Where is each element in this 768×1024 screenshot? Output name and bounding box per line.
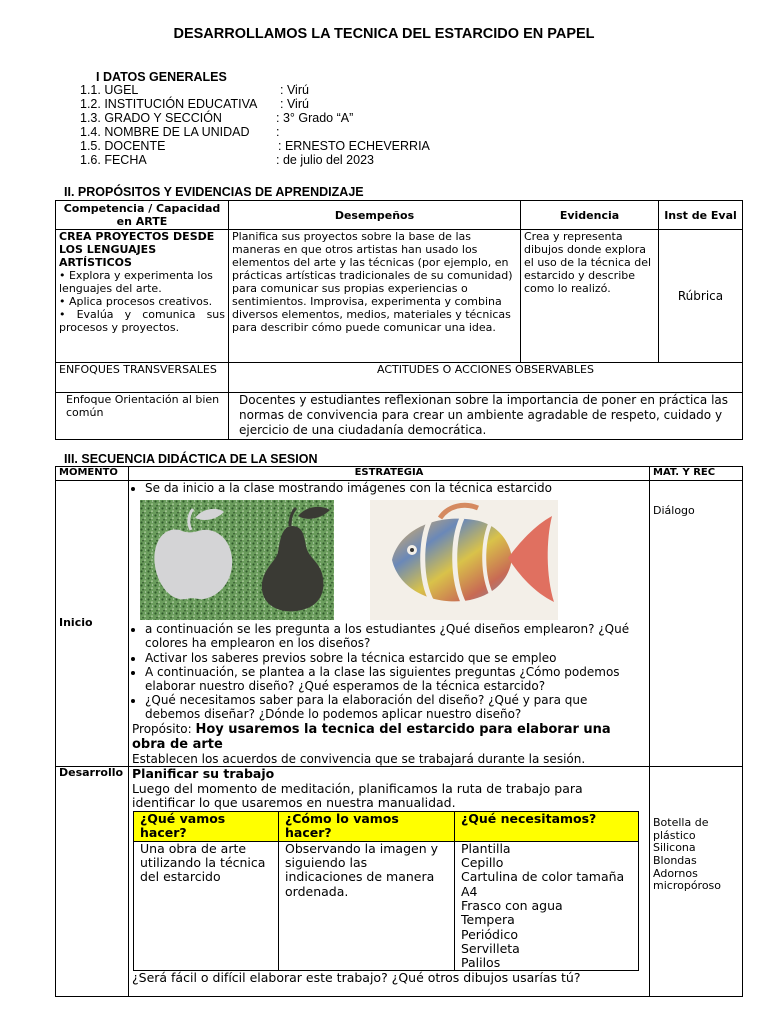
plan-header-what: ¿Qué vamos hacer? (134, 812, 279, 842)
general-row: 1.5. DOCENTE : ERNESTO ECHEVERRIA (80, 139, 430, 153)
list-item: • Activar los saberes previos sobre la técnica estarcido que se empleo (145, 651, 646, 665)
list-item: Tempera (461, 912, 515, 928)
attitude-cell: Docentes y estudiantes reflexionan sobre la importancia de poner en práctica las normas de convivencia para crear un ambiente agradable de respeto, cuidado y ejercicio de una ciudadanía democrática. (229, 393, 743, 440)
header-performance: Desempeños (229, 201, 521, 230)
sequence-heading: III. SECUENCIA DIDÁCTICA DE LA SESION (64, 452, 318, 466)
list-item: micropóroso (653, 879, 722, 893)
plan-header-how: ¿Cómo lo vamos hacer? (279, 812, 455, 842)
attitudes-label: ACTITUDES O ACCIONES OBSERVABLES (229, 363, 743, 393)
purposes-heading: II. PROPÓSITOS Y EVIDENCIAS DE APRENDIZAJE (64, 185, 364, 199)
inicio-resources: Diálogo (650, 481, 743, 767)
list-item: Blondas (653, 854, 697, 868)
inicio-strategy (129, 481, 650, 767)
competence-item: • Evalúa y comunica sus procesos y proyectos. (59, 308, 225, 334)
header-resources: MAT. Y REC (650, 467, 743, 481)
approach-cell: Enfoque Orientación al bien común (56, 393, 229, 440)
desarrollo-question: ¿Será fácil o difícil elaborar este trabajo? ¿Qué otros dibujos usarías tú? (132, 970, 581, 986)
general-row: 1.2. INSTITUCIÓN EDUCATIVA : Virú (80, 97, 309, 111)
fish-stencil-image (370, 500, 558, 620)
instrument-cell: Rúbrica (659, 230, 743, 363)
desarrollo-subtitle: Planificar su trabajo (132, 766, 275, 782)
moment-inicio: Inicio (56, 481, 129, 767)
purpose-line: Propósito: Hoy usaremos la tecnica del estarcido para elaborar una obra de arte (132, 721, 611, 752)
general-data-list (80, 83, 500, 167)
plan-how: Observando la imagen y siguiendo las indicaciones de manera ordenada. (279, 841, 455, 971)
sequence-table (55, 466, 743, 997)
list-item: Silicona (653, 841, 696, 855)
list-item: • A continuación, se plantea a la clase las siguientes preguntas ¿Cómo podemos elaborar nuestro diseño? ¿Qué esperamos de la técnica estarcido? (145, 665, 646, 693)
evidence-cell: Crea y representa dibujos donde explora el uso de la técnica del estarcido y describe como lo realizó. (521, 230, 659, 363)
header-strategy: ESTRATEGIA (129, 467, 650, 481)
approaches-label: ENFOQUES TRANSVERSALES (56, 363, 229, 393)
performance-cell: Planifica sus proyectos sobre la base de las maneras en que otros artistas han usado los elementos del arte y las técnicas (por ejemplo, en prácticas artísticas tradicionales de su comunidad) para comunicar sus propias experiencias o sentimientos. Improvisa, experimenta y combina diversos elementos, medios, materiales y técnicas para describir cómo puede comunicar una idea. (229, 230, 521, 363)
closing-text: Establecen los acuerdos de convivencia que se trabajará durante la sesión. (132, 752, 586, 767)
list-item: Adornos (653, 866, 698, 880)
general-row: 1.3. GRADO Y SECCIÓN : 3° Grado “A” (80, 111, 354, 125)
list-item: Periódico (461, 926, 518, 942)
document-title: DESARROLLAMOS LA TECNICA DEL ESTARCIDO EN PAPEL (173, 26, 595, 42)
list-item: • ¿Qué necesitamos saber para la elaboración del diseño? ¿Qué y para que debemos diseñar? ¿Dónde lo podemos aplicar nuestro diseño? (145, 693, 646, 721)
list-item: Cartulina de color tamaña A4 (461, 869, 625, 899)
header-competence: Competencia / Capacidad en ARTE (56, 201, 229, 230)
general-row: 1.6. FECHA : de julio del 2023 (80, 153, 374, 167)
list-item: Palilos (461, 955, 501, 971)
plan-needs (455, 841, 639, 971)
list-item: Cepillo (461, 855, 504, 871)
header-instrument: Inst de Eval (659, 201, 743, 230)
competence-item: • Explora y experimenta los lenguajes del arte. (59, 269, 213, 295)
moment-desarrollo: Desarrollo (56, 767, 129, 997)
list-item: • a continuación se les pregunta a los estudiantes ¿Qué diseños emplearon? ¿Qué colores ha emplearon en los diseños? (145, 622, 646, 650)
desarrollo-resources (650, 767, 743, 997)
general-row: 1.1. UGEL : Virú (80, 83, 309, 97)
header-evidence: Evidencia (521, 201, 659, 230)
apple-pear-stencil-image (140, 500, 334, 620)
list-item: Servilleta (461, 940, 520, 956)
plan-header-needs: ¿Qué necesitamos? (455, 812, 639, 842)
desarrollo-intro: Luego del momento de meditación, planificamos la ruta de trabajo para identificar lo que usaremos en nuestra manualidad. (132, 780, 583, 810)
list-item: Plantilla (461, 840, 511, 856)
competence-title: CREA PROYECTOS DESDE LOS LENGUAJES ARTÍSTICOS (59, 230, 215, 269)
stencil-examples (140, 500, 646, 620)
purpose-text: Hoy usaremos la tecnica del estarcido para elaborar una obra de arte (132, 721, 611, 752)
desarrollo-strategy (129, 767, 650, 997)
plan-what: Una obra de arte utilizando la técnica del estarcido (134, 841, 279, 971)
general-row: 1.4. NOMBRE DE LA UNIDAD : (80, 125, 280, 139)
purposes-table (55, 200, 743, 440)
planning-table (133, 811, 639, 971)
competence-cell (56, 230, 229, 363)
list-item: Frasco con agua (461, 897, 563, 913)
general-data-heading: I DATOS GENERALES (96, 70, 227, 84)
competence-item: • Aplica procesos creativos. (59, 295, 213, 308)
header-moment: MOMENTO (56, 467, 129, 481)
list-item: Botella de plástico (653, 816, 709, 842)
list-item: • Se da inicio a la clase mostrando imágenes con la técnica estarcido (145, 481, 646, 495)
